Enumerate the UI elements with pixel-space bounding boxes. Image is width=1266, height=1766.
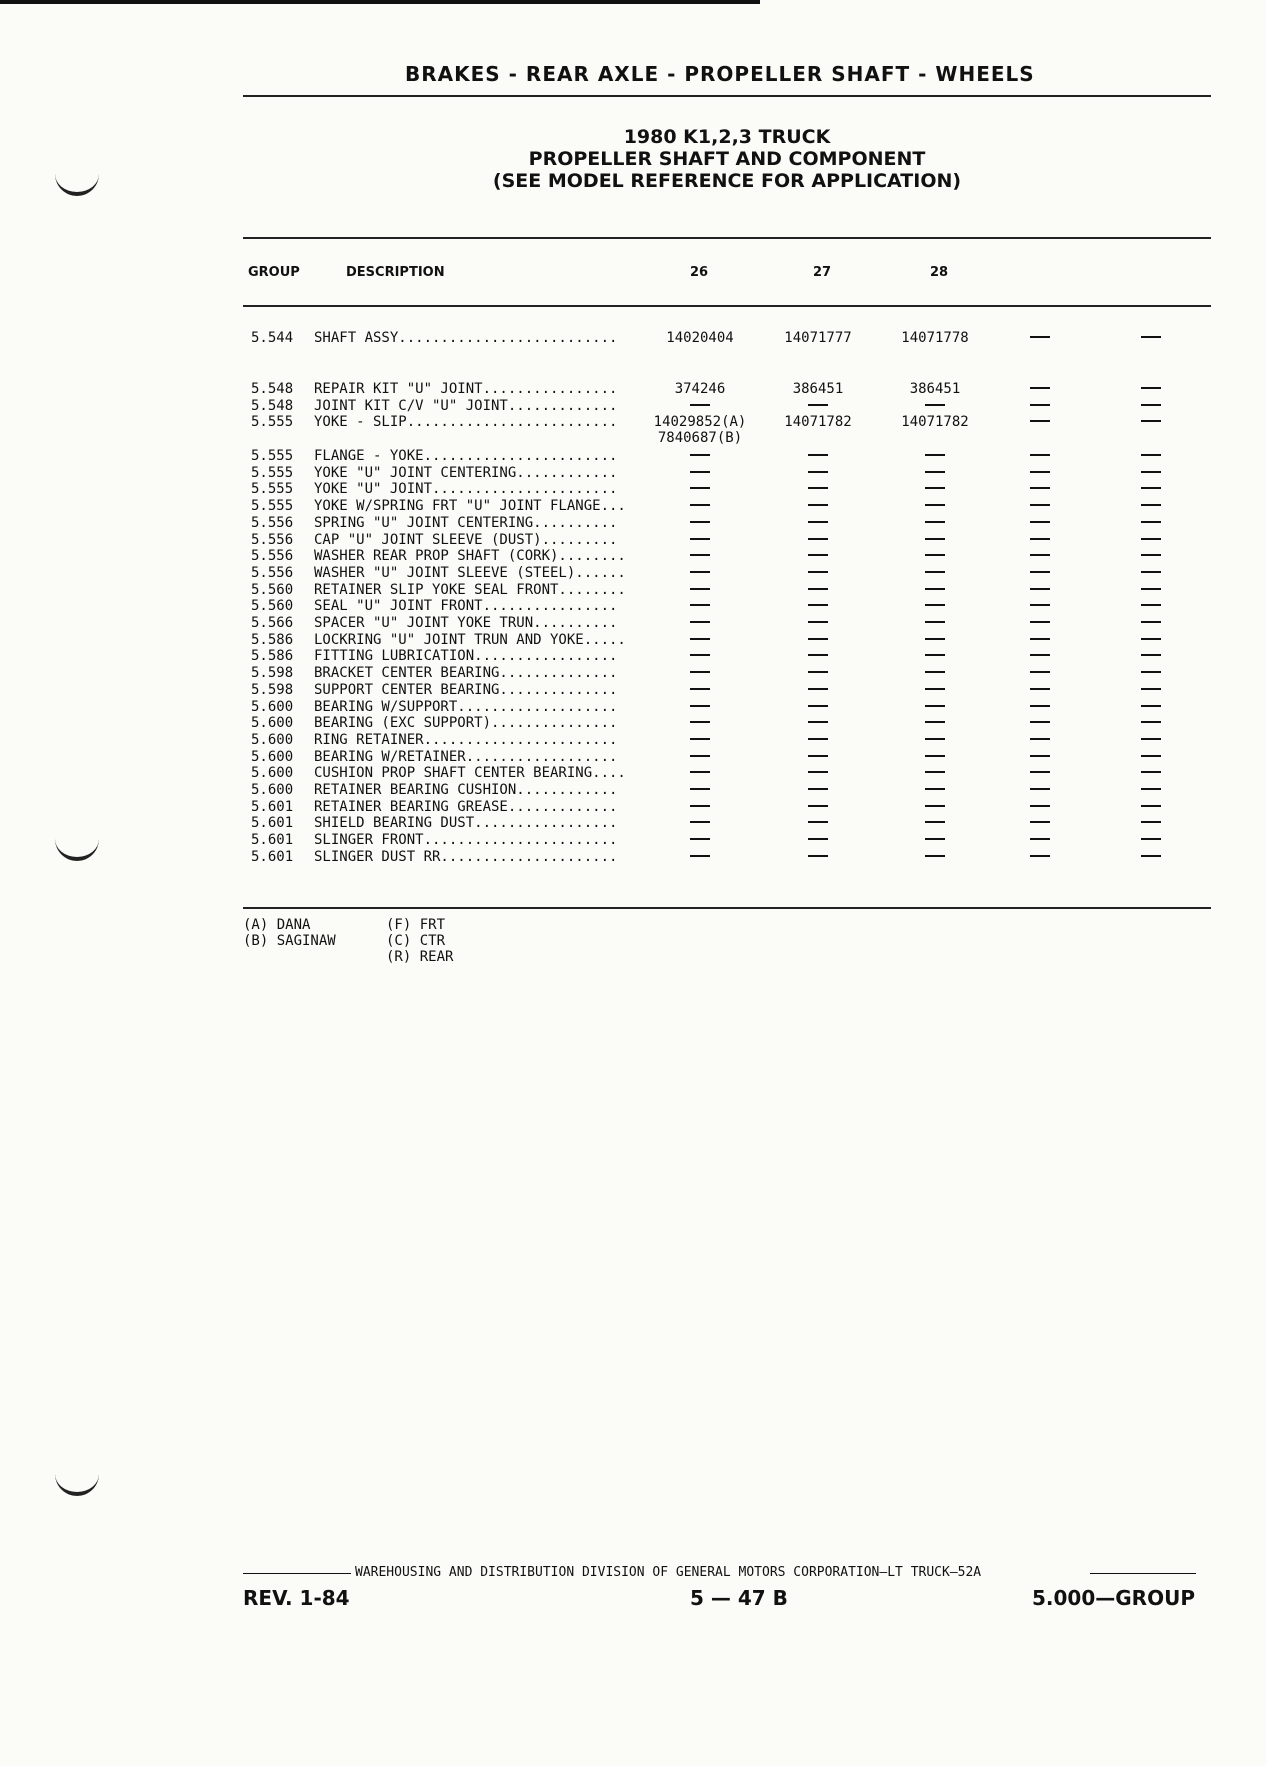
table-row bbox=[0, 532, 1266, 549]
row-value-28: 14071778 bbox=[901, 330, 969, 346]
row-group: 5.555 bbox=[251, 481, 294, 498]
row-group: 5.566 bbox=[251, 615, 294, 631]
row-group: 5.555 bbox=[251, 448, 294, 464]
note-r: (R) REAR bbox=[386, 949, 454, 965]
row-description: RETAINER SLIP YOKE SEAL FRONT........ bbox=[314, 581, 626, 598]
row-group: 5.548 bbox=[251, 381, 294, 397]
footer-group: 5.000—GROUP bbox=[1032, 1586, 1195, 1610]
footer-rule-right bbox=[1090, 1573, 1196, 1574]
row-group: 5.600 bbox=[251, 715, 294, 732]
row-description: YOKE "U" JOINT...................... bbox=[314, 481, 618, 498]
row-group: 5.556 bbox=[251, 548, 294, 565]
row-value-28: 386451 bbox=[909, 381, 961, 397]
row-description: SHIELD BEARING DUST................. bbox=[314, 815, 618, 832]
row-value-27: 386451 bbox=[792, 381, 844, 397]
row-group: 5.601 bbox=[251, 815, 294, 832]
row-group: 5.555 bbox=[251, 464, 294, 481]
row-value-26-alt: 7840687(B) bbox=[657, 430, 743, 446]
row-group: 5.598 bbox=[251, 665, 294, 682]
row-description: SHAFT ASSY.......................... bbox=[314, 330, 618, 346]
row-value-28: 14071782 bbox=[901, 414, 969, 430]
footer-page-number: 5 — 47 B bbox=[690, 1586, 788, 1610]
row-description: SLINGER FRONT....................... bbox=[314, 832, 618, 849]
header-bottom-rule bbox=[243, 305, 1211, 307]
row-description: LOCKRING "U" JOINT TRUN AND YOKE..... bbox=[314, 631, 626, 648]
row-value-27: 14071777 bbox=[784, 330, 852, 346]
row-description: BEARING W/SUPPORT................... bbox=[314, 698, 618, 715]
title-line-2: PROPELLER SHAFT AND COMPONENT bbox=[528, 148, 926, 170]
table-row bbox=[0, 665, 1266, 682]
binder-hole-mark bbox=[55, 1470, 99, 1496]
row-group: 5.556 bbox=[251, 564, 294, 581]
binder-hole-mark bbox=[55, 170, 99, 196]
footer-rev: REV. 1-84 bbox=[243, 1586, 350, 1610]
row-description: BRACKET CENTER BEARING.............. bbox=[314, 665, 618, 682]
row-description: YOKE "U" JOINT CENTERING............ bbox=[314, 464, 618, 481]
row-description: YOKE - SLIP......................... bbox=[314, 414, 618, 430]
row-group: 5.556 bbox=[251, 514, 294, 531]
table-row bbox=[0, 498, 1266, 515]
row-value-27: 14071782 bbox=[784, 414, 852, 430]
table-row bbox=[0, 648, 1266, 665]
row-value-26: 14029852(A) bbox=[653, 414, 747, 430]
row-description: SLINGER DUST RR..................... bbox=[314, 848, 618, 865]
table-row bbox=[0, 515, 1266, 532]
row-description: RETAINER BEARING GREASE............. bbox=[314, 798, 618, 815]
section-header: BRAKES - REAR AXLE - PROPELLER SHAFT - WHEELS bbox=[405, 62, 1035, 86]
column-header-27: 27 bbox=[813, 265, 832, 280]
row-group: 5.601 bbox=[251, 832, 294, 849]
row-description: JOINT KIT C/V "U" JOINT............. bbox=[314, 398, 618, 414]
row-group: 5.600 bbox=[251, 782, 294, 798]
table-row bbox=[0, 765, 1266, 782]
row-description: FLANGE - YOKE....................... bbox=[314, 448, 618, 464]
row-value-26: 14020404 bbox=[666, 330, 734, 346]
note-b: (B) SAGINAW bbox=[243, 933, 336, 949]
row-description: BEARING (EXC SUPPORT)............... bbox=[314, 715, 618, 732]
table-row bbox=[0, 632, 1266, 649]
row-group: 5.598 bbox=[251, 681, 294, 698]
table-row bbox=[0, 582, 1266, 599]
note-c: (C) CTR bbox=[386, 933, 446, 949]
table-row bbox=[0, 849, 1266, 866]
column-header-26: 26 bbox=[690, 265, 709, 280]
table-row bbox=[0, 465, 1266, 482]
table-row bbox=[0, 715, 1266, 732]
row-description: WASHER REAR PROP SHAFT (CORK)........ bbox=[314, 548, 626, 565]
note-f: (F) FRT bbox=[386, 917, 446, 933]
row-description: YOKE W/SPRING FRT "U" JOINT FLANGE... bbox=[314, 498, 626, 515]
footer-rule-left bbox=[243, 1573, 351, 1574]
table-row bbox=[0, 815, 1266, 832]
table-row bbox=[0, 699, 1266, 716]
table-row bbox=[0, 398, 1266, 415]
row-group: 5.600 bbox=[251, 748, 294, 765]
row-value-26: 374246 bbox=[674, 381, 726, 397]
row-group: 5.586 bbox=[251, 631, 294, 648]
table-row bbox=[0, 782, 1266, 799]
row-description: WASHER "U" JOINT SLEEVE (STEEL)...... bbox=[314, 564, 626, 581]
table-row bbox=[0, 381, 1266, 398]
row-description: SUPPORT CENTER BEARING.............. bbox=[314, 681, 618, 698]
row-group: 5.586 bbox=[251, 648, 294, 665]
row-group: 5.560 bbox=[251, 581, 294, 598]
column-header-description: DESCRIPTION bbox=[346, 265, 445, 280]
table-row bbox=[0, 832, 1266, 849]
row-description: SPACER "U" JOINT YOKE TRUN.......... bbox=[314, 615, 618, 631]
row-group: 5.600 bbox=[251, 765, 294, 782]
page-title-block bbox=[243, 126, 1211, 192]
note-a: (A) DANA bbox=[243, 917, 311, 933]
row-description: CAP "U" JOINT SLEEVE (DUST)......... bbox=[314, 531, 618, 548]
table-row bbox=[0, 481, 1266, 498]
row-description: RING RETAINER....................... bbox=[314, 731, 618, 748]
column-header-group: GROUP bbox=[248, 265, 300, 280]
row-description: REPAIR KIT "U" JOINT................ bbox=[314, 381, 618, 397]
table-row bbox=[0, 799, 1266, 816]
row-description: FITTING LUBRICATION................. bbox=[314, 648, 618, 665]
title-line-1: 1980 K1,2,3 TRUCK bbox=[623, 126, 831, 148]
row-group: 5.555 bbox=[251, 414, 294, 430]
row-description: CUSHION PROP SHAFT CENTER BEARING.... bbox=[314, 765, 626, 782]
table-row bbox=[0, 749, 1266, 766]
title-line-3: (SEE MODEL REFERENCE FOR APPLICATION) bbox=[492, 170, 962, 192]
table-row bbox=[0, 682, 1266, 699]
row-group: 5.601 bbox=[251, 848, 294, 865]
row-group: 5.600 bbox=[251, 731, 294, 748]
table-row bbox=[0, 548, 1266, 565]
row-group: 5.548 bbox=[251, 398, 294, 414]
row-group: 5.601 bbox=[251, 798, 294, 815]
table-row bbox=[0, 414, 1266, 446]
table-row bbox=[0, 565, 1266, 582]
footer-division: WAREHOUSING AND DISTRIBUTION DIVISION OF GENERAL MOTORS CORPORATION—LT TRUCK—52A bbox=[355, 1565, 982, 1580]
column-header-28: 28 bbox=[930, 265, 949, 280]
row-description: SPRING "U" JOINT CENTERING.......... bbox=[314, 514, 618, 531]
row-description: RETAINER BEARING CUSHION............ bbox=[314, 782, 618, 798]
table-row bbox=[0, 448, 1266, 465]
table-row bbox=[0, 732, 1266, 749]
row-description: SEAL "U" JOINT FRONT................ bbox=[314, 598, 618, 615]
row-group: 5.544 bbox=[251, 330, 294, 346]
row-group: 5.555 bbox=[251, 498, 294, 515]
table-row bbox=[0, 615, 1266, 632]
header-rule bbox=[243, 95, 1211, 97]
row-group: 5.600 bbox=[251, 698, 294, 715]
row-description: BEARING W/RETAINER.................. bbox=[314, 748, 618, 765]
row-group: 5.556 bbox=[251, 531, 294, 548]
table-top-rule bbox=[243, 237, 1211, 239]
table-row bbox=[0, 330, 1266, 347]
row-group: 5.560 bbox=[251, 598, 294, 615]
table-row bbox=[0, 598, 1266, 615]
top-edge-line bbox=[0, 0, 760, 4]
table-bottom-rule bbox=[243, 907, 1211, 909]
